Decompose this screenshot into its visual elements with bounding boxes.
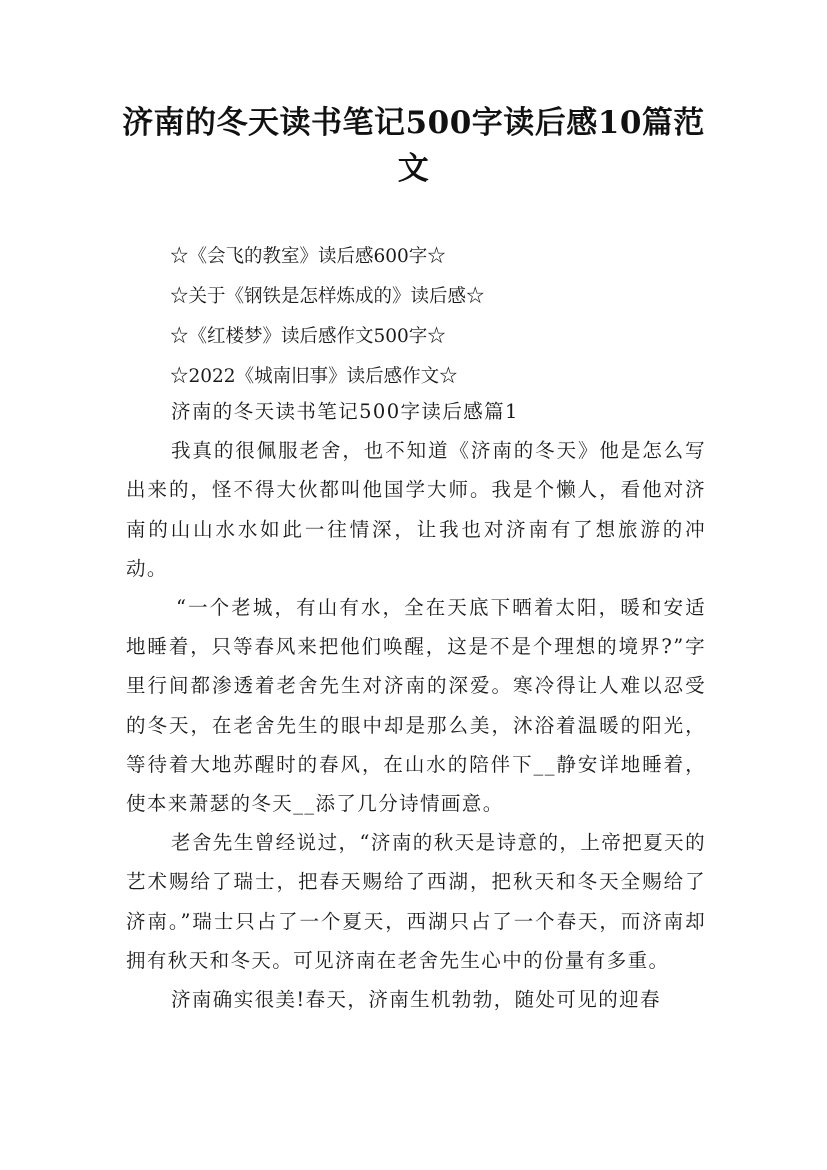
document-title: 济南的冬天读书笔记500字读后感10篇范文	[122, 105, 705, 187]
paragraph-4: 济南确实很美!春天，济南生机勃勃，随处可见的迎春	[171, 988, 661, 1012]
paragraph-3: 老舍先生曾经说过，“济南的秋天是诗意的，上帝把夏天的艺术赐给了瑞士，把春天赐给了西湖，把秋天和冬天全赐给了济南。”瑞士只占了一个夏天，西湖只占了一个春天，而济南却拥有秋天和冬天。可见济南在老舍先生心中的份量有多重。	[126, 831, 706, 972]
paragraph-2: “一个老城，有山有水，全在天底下晒着太阳，暖和安适地睡着，只等春风来把他们唤醒，这是不是个理想的境界?”字里行间都渗透着老舍先生对济南的深爱。寒冷得让人难以忍受的冬天，在老舍先生的眼中却是那么美，沐浴着温暖的阳光，等待着大地苏醒时的春风，在山水的陪伴下__静安详地睡着，使本来萧瑟的冬天__添了几分诗情画意。	[126, 596, 706, 816]
paragraph-1: 我真的很佩服老舍，也不知道《济南的冬天》他是怎么写出来的，怪不得大伙都叫他国学大师。我是个懒人，看他对济南的山山水水如此一往情深，让我也对济南有了想旅游的冲动。	[126, 439, 706, 580]
related-link-1[interactable]: ☆《会飞的教室》读后感600字☆	[170, 246, 446, 267]
related-link-3[interactable]: ☆《红楼梦》读后感作文500字☆	[170, 326, 446, 347]
related-link-2[interactable]: ☆关于《钢铁是怎样炼成的》读后感☆	[170, 286, 485, 307]
section-heading: 济南的冬天读书笔记500字读后感篇1	[171, 400, 519, 423]
related-links	[170, 237, 730, 397]
article-body	[126, 392, 706, 1019]
related-link-4[interactable]: ☆2022《城南旧事》读后感作文☆	[170, 366, 458, 387]
